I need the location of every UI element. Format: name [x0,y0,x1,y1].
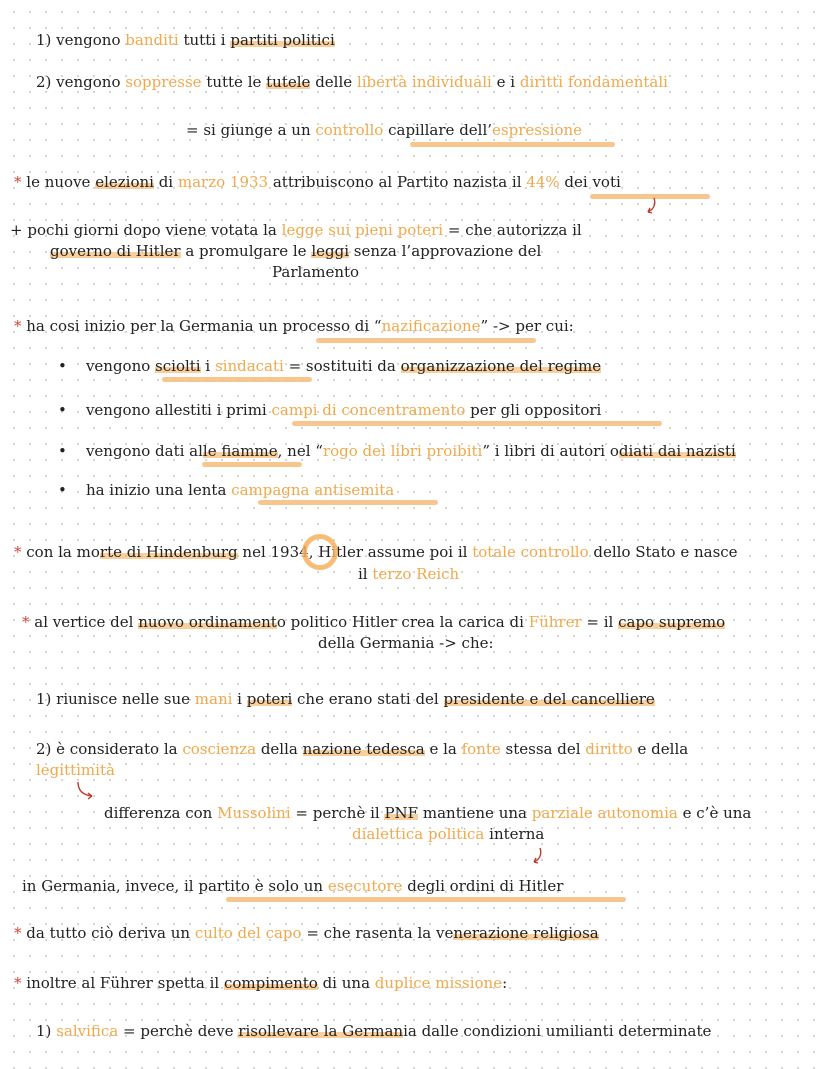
text: in Germania, invece, il [22,877,199,895]
star-bullet: * [14,924,22,942]
underline-stroke [258,500,438,505]
text: ” -> per cui: [480,317,574,335]
line-3 [186,120,582,140]
underline-stroke [202,462,302,467]
keyword: salvifica [56,1022,119,1040]
line-12 [22,876,563,896]
text: partito è solo un [198,877,324,895]
text: ia dalle condizioni umilianti determinate [403,1022,712,1040]
highlight: governo di Hitler [50,242,181,260]
star-bullet: * [14,974,22,992]
line-1 [36,30,335,50]
text: delle [310,73,357,91]
circle-mark [302,534,338,570]
highlight: nazione tedesca [302,740,425,758]
highlight: presidente e del cancelliere [443,690,655,708]
text: 1) riunisce nelle sue [36,690,195,708]
keyword: campagna antisemita [231,481,395,499]
keyword: rogo dei libri proibiti [322,442,483,460]
highlight: PNF [384,804,419,822]
keyword: fonte [461,740,501,758]
text: di una [317,974,375,992]
text: tutti i [178,31,231,49]
text: , nel “ [277,442,323,460]
text: = si giunge a un [186,121,316,139]
keyword: controllo [315,121,384,139]
text: degli ordini di Hitler [402,877,564,895]
star-bullet: * [14,173,22,191]
text: vengono allestiti i primi [85,401,272,419]
curved-arrow-icon [640,196,664,220]
text: e i [491,73,520,91]
text: = sostituiti da [283,357,401,375]
highlight: leggi [311,242,350,260]
line-14 [14,973,507,993]
star-bullet: * [14,543,22,561]
text: 1) vengono [36,31,126,49]
bullet-dot: • [58,401,67,419]
highlight: nerazione religiosa [453,924,599,942]
text: tutte le [201,73,267,91]
text: che erano stati del [292,690,444,708]
highlight: risollevare la German [238,1022,404,1040]
text: per gli oppositori [465,401,602,419]
text: 2) è considerato la [36,740,183,758]
keyword: duplice missione [374,974,503,992]
text: differenza con [104,804,218,822]
line-2 [36,72,668,92]
keyword: diritto [585,740,633,758]
highlight: nuovo ordinament [138,613,277,631]
bullet-dot: • [58,442,67,460]
text: vengono dati al [85,442,203,460]
text: da tutto ciò deriva un [21,924,195,942]
text: ” i libri di autori o [482,442,619,460]
keyword: libertà individuali [356,73,492,91]
text: a promulgare le [180,242,312,260]
keyword: Mussolini [217,804,291,822]
keyword: esecutore [327,877,403,895]
text: = perchè deve [118,1022,239,1040]
highlight: compimento [223,974,318,992]
highlight: poteri [246,690,293,708]
text: stessa del [500,740,586,758]
keyword: legittimità [36,761,115,779]
keyword: Führer [528,613,582,631]
highlight: organizzazione del regime [400,357,602,375]
text: ha inizio una lenta [85,481,232,499]
keyword: terzo Reich [372,565,460,583]
text: capillare dell’ [383,121,493,139]
line-11b [352,824,544,844]
keyword: banditi [125,31,179,49]
line-7a [14,542,738,562]
text: : [502,974,508,992]
star-bullet: * [14,317,22,335]
bullet-dot: • [58,481,67,499]
text: 1) [36,1022,57,1040]
text: = il [581,613,619,631]
text: interna [484,825,545,843]
keyword: mani [194,690,233,708]
keyword: 44% [526,173,560,191]
highlight: diati dai nazisti [618,442,736,460]
line-11a [104,803,751,823]
text: processo [282,317,350,335]
text: , Hitler assume poi il [308,543,473,561]
line-13 [14,923,599,943]
line-5c [272,262,359,282]
bullet-item-1 [58,356,601,376]
underline-stroke [316,338,536,343]
star-bullet: * [22,613,30,631]
text: o politico Hitler crea la carica di [276,613,529,631]
text: il [358,565,373,583]
bullet-item-2 [58,400,601,420]
text: e della [632,740,689,758]
line-5a [10,220,582,240]
text: inoltre al Führer spetta il [21,974,224,992]
text: della Germania -> che: [318,634,494,652]
text: al vertice del [29,613,139,631]
underline-stroke [226,897,626,902]
keyword: parziale autonomia [531,804,678,822]
keyword: campi di concentramento [271,401,466,419]
highlight: elezioni [95,173,154,191]
highlight: tutele [266,73,311,91]
bullet-item-4 [58,480,394,500]
text: mantiene una [418,804,532,822]
keyword: dialettica politica [352,825,485,843]
line-15 [36,1021,711,1041]
highlight: sciolti [155,357,201,375]
underline-stroke [162,377,312,382]
line-8a [22,612,725,632]
underline-stroke [292,421,662,426]
keyword: coscienza [182,740,257,758]
text: + pochi giorni dopo viene votata la [10,221,282,239]
text: dello Stato e nasce [588,543,738,561]
text: dei voti [559,173,621,191]
text: Parlamento [272,263,360,281]
text: 1934 [270,543,309,561]
keyword: marzo 1933 [177,173,269,191]
keyword: totale controllo [472,543,589,561]
text: ha cosi inizio per la Germania un [21,317,283,335]
curved-arrow-icon [526,846,550,870]
text: senza l’approvazione del [349,242,542,260]
text: di “ [350,317,382,335]
text: le nuove [21,173,96,191]
text: attribuiscono al Partito nazista il [268,173,527,191]
keyword: legge sui pieni poteri [281,221,444,239]
text: e la [424,740,462,758]
line-4 [14,172,621,192]
keyword: sindacati [214,357,284,375]
text: 2) vengono [36,73,126,91]
line-6 [14,316,574,336]
line-7b [358,564,459,584]
keyword: nazificazione [381,317,481,335]
text: i [232,690,247,708]
text: = che rasenta la ve [301,924,454,942]
bullet-dot: • [58,357,67,375]
line-10a [36,739,688,759]
keyword: diritti fondamentali [519,73,668,91]
curved-arrow-icon [74,780,98,804]
keyword: espressione [492,121,583,139]
text: con la mo [21,543,100,561]
highlight: partiti politici [230,31,335,49]
text: = perchè il [290,804,385,822]
keyword: soppresse [125,73,202,91]
line-5b [50,241,541,261]
text: i [200,357,215,375]
highlight: le fiamme [202,442,278,460]
text: di [153,173,178,191]
line-8b [318,633,494,653]
line-10b [36,760,115,780]
keyword: culto del capo [194,924,302,942]
underline-stroke [410,142,615,147]
text: nel [237,543,271,561]
text: = che autorizza il [443,221,582,239]
text: della [256,740,303,758]
highlight: capo supremo [618,613,726,631]
bullet-item-3 [58,441,736,461]
line-9 [36,689,655,709]
text: vengono [85,357,156,375]
text: e c’è una [677,804,752,822]
highlight: rte di Hindenburg [99,543,238,561]
